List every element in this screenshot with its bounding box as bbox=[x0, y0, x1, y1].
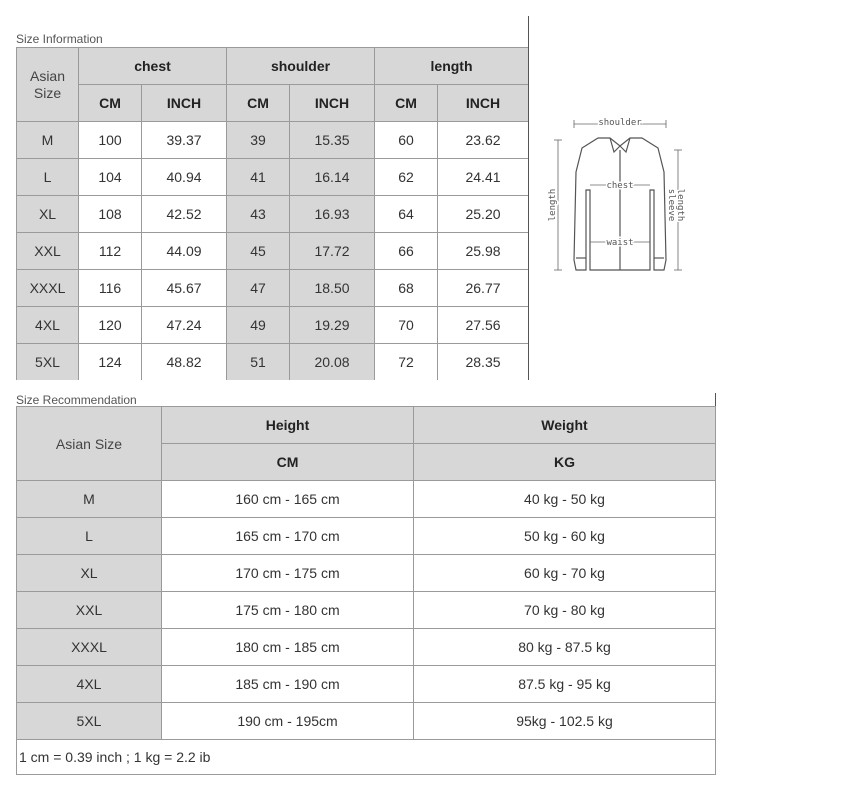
measurement-cell: 124 bbox=[79, 344, 142, 381]
size-cell: XXXL bbox=[17, 629, 162, 666]
measurement-cell: 28.35 bbox=[438, 344, 529, 381]
sleeve-label: sleeve bbox=[666, 188, 676, 222]
measurement-cell: 100 bbox=[79, 122, 142, 159]
measurement-cell: 41 bbox=[227, 159, 290, 196]
measurement-cell: 18.50 bbox=[290, 270, 375, 307]
asian-size-header: Asian Size bbox=[17, 407, 162, 481]
size-cell: L bbox=[17, 518, 162, 555]
measurement-cell: 116 bbox=[79, 270, 142, 307]
weight-range-cell: 50 kg - 60 kg bbox=[414, 518, 716, 555]
size-cell: XL bbox=[17, 555, 162, 592]
shoulder-label: shoulder bbox=[598, 118, 642, 128]
size-cell: 5XL bbox=[17, 703, 162, 740]
height-range-cell: 165 cm - 170 cm bbox=[162, 518, 414, 555]
unit-header: CM bbox=[79, 85, 142, 122]
table-row bbox=[17, 481, 716, 518]
measurement-cell: 45 bbox=[227, 233, 290, 270]
unit-header: INCH bbox=[142, 85, 227, 122]
conversion-note-row bbox=[17, 740, 716, 775]
measurement-cell: 47.24 bbox=[142, 307, 227, 344]
measurement-cell: 23.62 bbox=[438, 122, 529, 159]
measurement-cell: 120 bbox=[79, 307, 142, 344]
measurement-cell: 68 bbox=[375, 270, 438, 307]
size-cell: XXXL bbox=[17, 270, 79, 307]
height-header: Height bbox=[162, 407, 414, 444]
unit-header: CM bbox=[375, 85, 438, 122]
height-range-cell: 180 cm - 185 cm bbox=[162, 629, 414, 666]
size-cell: 4XL bbox=[17, 307, 79, 344]
measurement-cell: 15.35 bbox=[290, 122, 375, 159]
height-range-cell: 170 cm - 175 cm bbox=[162, 555, 414, 592]
table-row bbox=[17, 518, 716, 555]
size-cell: 5XL bbox=[17, 344, 79, 381]
shoulder-header: shoulder bbox=[227, 48, 375, 85]
length-label: length bbox=[548, 188, 558, 222]
height-range-cell: 185 cm - 190 cm bbox=[162, 666, 414, 703]
size-information-table bbox=[16, 47, 529, 380]
measurement-cell: 62 bbox=[375, 159, 438, 196]
table-row bbox=[17, 196, 529, 233]
asian-size-header: Asian Size bbox=[17, 48, 79, 122]
chest-label: chest bbox=[606, 181, 634, 191]
size-cell: XXL bbox=[17, 233, 79, 270]
weight-range-cell: 87.5 kg - 95 kg bbox=[414, 666, 716, 703]
measurement-cell: 112 bbox=[79, 233, 142, 270]
measurement-cell: 70 bbox=[375, 307, 438, 344]
table-row bbox=[17, 555, 716, 592]
shirt-outline-icon bbox=[574, 138, 666, 270]
measurement-cell: 66 bbox=[375, 233, 438, 270]
measurement-cell: 42.52 bbox=[142, 196, 227, 233]
weight-header: Weight bbox=[414, 407, 716, 444]
size-cell: XXL bbox=[17, 592, 162, 629]
size-information-section bbox=[16, 16, 529, 380]
size-information-rows bbox=[17, 122, 529, 381]
shirt-measurement-diagram bbox=[540, 110, 700, 280]
measurement-cell: 24.41 bbox=[438, 159, 529, 196]
table-row bbox=[17, 592, 716, 629]
table-header-row bbox=[17, 407, 716, 444]
chest-header: chest bbox=[79, 48, 227, 85]
measurement-cell: 45.67 bbox=[142, 270, 227, 307]
table-header-row bbox=[17, 48, 529, 85]
height-range-cell: 175 cm - 180 cm bbox=[162, 592, 414, 629]
measurement-cell: 72 bbox=[375, 344, 438, 381]
measurement-cell: 48.82 bbox=[142, 344, 227, 381]
size-recommendation-section bbox=[14, 393, 716, 775]
sleeve-length-label: length bbox=[675, 188, 685, 222]
size-cell: 4XL bbox=[17, 666, 162, 703]
weight-unit-header: KG bbox=[414, 444, 716, 481]
length-header: length bbox=[375, 48, 529, 85]
measurement-cell: 108 bbox=[79, 196, 142, 233]
size-cell: M bbox=[17, 481, 162, 518]
table-row bbox=[17, 233, 529, 270]
measurement-cell: 16.93 bbox=[290, 196, 375, 233]
waist-label: waist bbox=[606, 238, 634, 248]
measurement-cell: 49 bbox=[227, 307, 290, 344]
table-row bbox=[17, 666, 716, 703]
weight-range-cell: 95kg - 102.5 kg bbox=[414, 703, 716, 740]
height-range-cell: 160 cm - 165 cm bbox=[162, 481, 414, 518]
measurement-cell: 25.20 bbox=[438, 196, 529, 233]
measurement-cell: 19.29 bbox=[290, 307, 375, 344]
weight-range-cell: 80 kg - 87.5 kg bbox=[414, 629, 716, 666]
measurement-cell: 17.72 bbox=[290, 233, 375, 270]
unit-header: CM bbox=[227, 85, 290, 122]
table-row bbox=[17, 270, 529, 307]
measurement-cell: 40.94 bbox=[142, 159, 227, 196]
size-information-title: Size Information bbox=[16, 32, 103, 46]
measurement-cell: 20.08 bbox=[290, 344, 375, 381]
measurement-cell: 25.98 bbox=[438, 233, 529, 270]
weight-range-cell: 40 kg - 50 kg bbox=[414, 481, 716, 518]
measurement-cell: 27.56 bbox=[438, 307, 529, 344]
height-unit-header: CM bbox=[162, 444, 414, 481]
size-recommendation-table bbox=[16, 406, 716, 775]
height-range-cell: 190 cm - 195cm bbox=[162, 703, 414, 740]
table-row bbox=[17, 307, 529, 344]
measurement-cell: 47 bbox=[227, 270, 290, 307]
weight-range-cell: 60 kg - 70 kg bbox=[414, 555, 716, 592]
measurement-cell: 43 bbox=[227, 196, 290, 233]
measurement-cell: 16.14 bbox=[290, 159, 375, 196]
measurement-cell: 26.77 bbox=[438, 270, 529, 307]
measurement-cell: 39.37 bbox=[142, 122, 227, 159]
measurement-cell: 64 bbox=[375, 196, 438, 233]
size-cell: L bbox=[17, 159, 79, 196]
weight-range-cell: 70 kg - 80 kg bbox=[414, 592, 716, 629]
size-recommendation-rows bbox=[17, 481, 716, 740]
table-row bbox=[17, 629, 716, 666]
measurement-cell: 39 bbox=[227, 122, 290, 159]
table-row bbox=[17, 703, 716, 740]
size-recommendation-title: Size Recommendation bbox=[16, 393, 137, 407]
measurement-cell: 60 bbox=[375, 122, 438, 159]
size-cell: M bbox=[17, 122, 79, 159]
measurement-cell: 44.09 bbox=[142, 233, 227, 270]
unit-header: INCH bbox=[438, 85, 529, 122]
measurement-cell: 51 bbox=[227, 344, 290, 381]
table-unit-row bbox=[17, 85, 529, 122]
measurement-cell: 104 bbox=[79, 159, 142, 196]
size-cell: XL bbox=[17, 196, 79, 233]
conversion-note: 1 cm = 0.39 inch ; 1 kg = 2.2 ib bbox=[17, 740, 716, 775]
table-row bbox=[17, 344, 529, 381]
unit-header: INCH bbox=[290, 85, 375, 122]
table-row bbox=[17, 159, 529, 196]
table-row bbox=[17, 122, 529, 159]
